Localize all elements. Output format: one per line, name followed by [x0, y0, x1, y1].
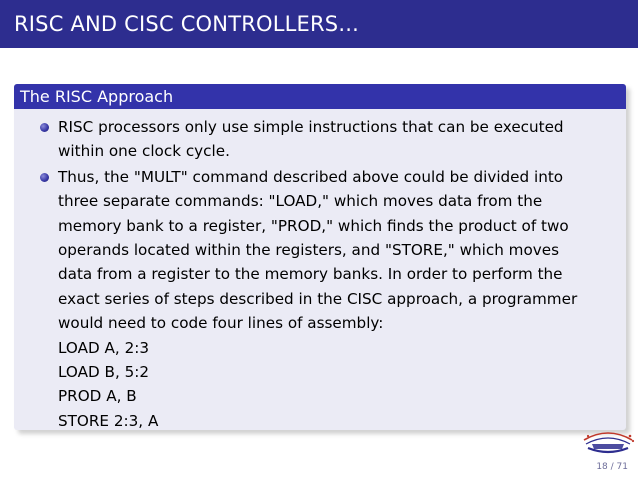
item-line: RISC processors only use simple instructions that can be executed — [58, 118, 564, 136]
page-number: 18 / 71 — [596, 462, 628, 472]
slide-title-bar — [0, 0, 638, 48]
slide-title: RISC AND CISC CONTROLLERS... — [14, 12, 359, 36]
university-seal-icon — [580, 422, 636, 458]
item-line: three separate commands: "LOAD," which moves data from the — [58, 192, 543, 211]
item-line: would need to code four lines of assembly: — [58, 314, 384, 333]
risc-approach-block — [14, 84, 626, 430]
bullet-icon — [40, 173, 49, 182]
block-title: The RISC Approach — [14, 84, 626, 109]
item-line: Thus, the "MULT" command described above could be divided into — [58, 167, 564, 186]
item-line: within one clock cycle. — [58, 142, 230, 161]
code-line: PROD A, B — [58, 387, 137, 406]
item-line: operands located within the registers, and "STORE," which moves — [58, 241, 560, 260]
code-line: STORE 2:3, A — [58, 411, 159, 430]
bullet-item — [40, 165, 612, 430]
code-line: LOAD A, 2:3 — [58, 338, 150, 357]
item-line: exact series of steps described in the CISC approach, a programmer — [58, 289, 578, 308]
bullet-icon — [40, 123, 49, 132]
bullet-item — [40, 115, 612, 164]
block-body — [14, 109, 626, 430]
code-line: LOAD B, 5:2 — [58, 363, 150, 382]
item-line: data from a register to the memory banks. In order to perform the — [58, 265, 563, 284]
item-line: memory bank to a register, "PROD," which finds the product of two — [58, 216, 569, 235]
